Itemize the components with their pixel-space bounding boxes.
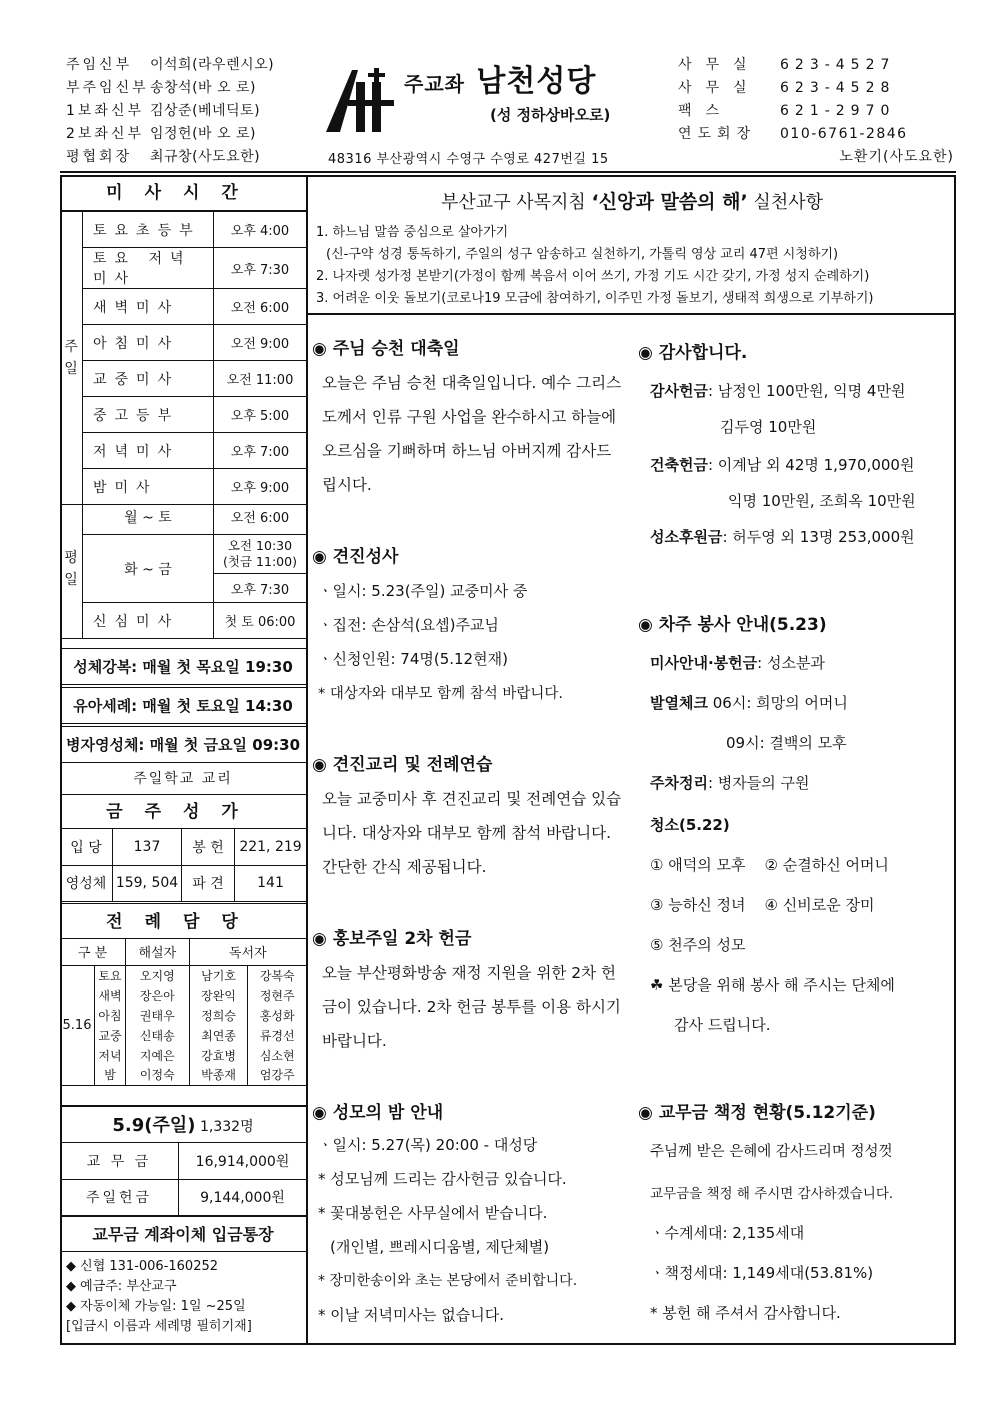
mass-name: 중고등부: [83, 397, 214, 433]
reader: 최연종: [189, 1025, 248, 1045]
mass-time: 오후 9:00: [214, 469, 307, 505]
mass-time: 오후 7:30: [214, 574, 307, 603]
hymn-label: 영성체: [60, 865, 113, 901]
liturgy-mass: 토요: [95, 965, 126, 985]
tithe-line: ㆍ수계세대: 2,135세대: [650, 1224, 805, 1242]
confirmation-line: ㆍ일시: 5.23(주일) 교중미사 중: [318, 582, 528, 600]
tithe-line: * 봉헌 해 주셔서 감사합니다.: [650, 1304, 841, 1322]
sunday-label: 주일: [60, 212, 83, 505]
service-line: ⑤ 천주의 성모: [650, 936, 746, 954]
column-header: 독서자: [189, 939, 306, 965]
left-column: [60, 175, 308, 1345]
weekday-label: 평일: [60, 499, 83, 639]
column-header: 해설자: [126, 939, 190, 965]
marian-line: * 장미한송이와 초는 본당에서 준비합니다.: [318, 1273, 578, 1289]
offering-value: 9,144,000원: [179, 1179, 307, 1215]
thanks-line: 성소후원금: 허두영 외 13명 253,000원: [650, 528, 915, 546]
commentator: 권태우: [126, 1005, 190, 1025]
reader: 박종재: [189, 1065, 248, 1085]
reader: 장완익: [189, 985, 248, 1005]
contact-row: 연도회장 010-6761-2846: [678, 126, 908, 142]
commentator: 신태송: [126, 1025, 190, 1045]
service-line: ③ 능하신 정녀 ④ 신비로운 장미: [650, 896, 875, 914]
service-line: 청소(5.22): [650, 816, 730, 834]
commentator: 장은아: [126, 985, 190, 1005]
liturgy-mass: 교중: [95, 1025, 126, 1045]
policy-title: 부산교구 사목지침 ‘신앙과 말씀의 해’ 실천사항: [441, 191, 823, 213]
reader: 강효병: [189, 1045, 248, 1065]
media-sunday-body: 오늘 부산평화방송 재정 지원을 위한 2차 헌금이 있습니다. 2차 헌금 봉투를 이용 하시기 바랍니다.: [322, 964, 621, 1050]
sunday-mass-table: [60, 211, 306, 505]
church-subtitle: (성 정하상바오로): [490, 106, 611, 124]
policy-line: (신-구약 성경 통독하기, 주일의 성구 암송하고 실천하기, 가톨릭 영상 교리 47편 시청하기): [326, 247, 839, 262]
account-line: ◆ 신협 131-006-160252: [66, 1259, 219, 1274]
staff-row: 주임신부 이석희(라우렌시오): [66, 57, 275, 73]
marian-line: * 이날 저녁미사는 없습니다.: [318, 1306, 504, 1324]
liturgy-mass: 새벽: [95, 985, 126, 1005]
mass-name: 교중미사: [83, 361, 214, 397]
sunday-school-line: 주일학교 교리: [60, 763, 306, 795]
staff-row: 평협회장 최규창(사도요한): [66, 149, 261, 165]
rehearsal-title: ◉ 견진교리 및 전례연습: [312, 755, 493, 775]
mass-time: 오전 9:00: [214, 325, 307, 361]
policy-line: 2. 나자렛 성가정 본받기(가정이 함께 복음서 이어 쓰기, 가정 기도 시간 갖기, 가정 성지 순례하기): [316, 269, 870, 284]
reader: 심소현: [248, 1045, 306, 1065]
reader: 정현주: [248, 985, 306, 1005]
confirmation-line: ㆍ신청인원: 74명(5.12현재): [318, 650, 508, 668]
account-line: [입금시 이름과 세례명 필히기재]: [66, 1319, 252, 1334]
mass-time: 오전 11:00: [214, 361, 307, 397]
service-line: 09시: 결백의 모후: [726, 734, 847, 752]
church-name: 주교좌 남천성당: [404, 64, 597, 99]
weekday-mass-table: [60, 499, 306, 639]
confirmation-line: ㆍ집전: 손삼석(요셉)주교님: [318, 616, 499, 634]
mass-time: 오후 4:00: [214, 212, 307, 248]
policy-line: 3. 어려운 이웃 돌보기(코로나19 모금에 참여하기, 이주민 가정 돌보기, 생태적 희생으로 기부하기): [316, 291, 874, 306]
hymns-table: [60, 829, 306, 902]
contact-row: 사무실 623-4528: [678, 80, 896, 96]
bulletin-header: [60, 52, 956, 170]
reader: 정희승: [189, 1005, 248, 1025]
hymn-label: 입 당: [60, 829, 113, 865]
ascension-body: 오늘은 주님 승천 대축일입니다. 예수 그리스도께서 인류 구원 사업을 완수하시고 하늘에 오르심을 기뻐하며 하느님 아버지께 감사드립시다.: [322, 374, 622, 494]
hymn-number: 159, 504: [113, 865, 182, 901]
account-line: ◆ 예금주: 부산교구: [66, 1279, 177, 1294]
service-line: 발열체크 06시: 희망의 어머니: [650, 694, 848, 712]
liturgy-table: [60, 939, 306, 1086]
marian-night-title: ◉ 성모의 밤 안내: [312, 1103, 444, 1123]
marian-line: * 꽃대봉헌은 사무실에서 받습니다.: [318, 1204, 548, 1222]
contact-person: 노환기(사도요한): [839, 149, 954, 165]
reader: 류경선: [248, 1025, 306, 1045]
mass-time: 오후 7:00: [214, 433, 307, 469]
offering-value: 16,914,000원: [179, 1143, 307, 1179]
header-rule: [60, 171, 956, 173]
thanks-line: 김두영 10만원: [720, 418, 817, 436]
reader: 남기호: [189, 965, 248, 985]
confirmation-title: ◉ 견진성사: [312, 547, 399, 567]
policy-line: 1. 하느님 말씀 중심으로 살아가기: [316, 225, 509, 240]
thanks-line: 감사헌금: 남정인 100만원, 익명 4만원: [650, 382, 906, 400]
marian-line: ㆍ일시: 5.27(목) 20:00 - 대성당: [318, 1136, 538, 1154]
pastoral-policy: [308, 175, 956, 315]
liturgy-mass: 아침: [95, 1005, 126, 1025]
thanks-line: 건축헌금: 이계남 외 42명 1,970,000원: [650, 456, 915, 474]
commentator: 이정숙: [126, 1065, 190, 1085]
service-line: 감사 드립니다.: [674, 1016, 771, 1034]
service-line: ☘ 본당을 위해 봉사 해 주시는 단체에: [650, 976, 895, 994]
church-address: 48316 부산광역시 수영구 수영로 427번길 15: [328, 152, 609, 167]
account-line: ◆ 자동이체 가능일: 1일 ~25일: [66, 1299, 246, 1314]
offering-header: 5.9(주일) 1,332명: [60, 1105, 306, 1143]
mass-name: 저녁미사: [83, 433, 214, 469]
reader: 강복숙: [248, 965, 306, 985]
hymn-label: 봉 헌: [182, 829, 235, 865]
mass-name: 새벽미사: [83, 289, 214, 325]
reader: 엄강주: [248, 1065, 306, 1085]
commentator: 지예은: [126, 1045, 190, 1065]
mass-times-title: 미사시간: [60, 175, 306, 211]
sick-communion-line: 병자영성체: 매월 첫 금요일 09:30: [60, 726, 306, 763]
service-line: ① 애덕의 모후 ② 순결하신 어머니: [650, 856, 889, 874]
offering-table: [60, 1143, 306, 1216]
mass-time: 오전 10:30 (첫금 11:00): [214, 535, 307, 574]
tithe-title: ◉ 교무금 책정 현황(5.12기준): [638, 1103, 876, 1123]
tithe-line: 교무금을 책정 해 주시면 감사하겠습니다.: [650, 1186, 894, 1202]
service-line: 미사안내·봉헌금: 성소분과: [650, 654, 825, 672]
liturgy-mass: 밤: [95, 1065, 126, 1085]
mass-time: 오후 7:30: [214, 248, 307, 289]
account-info: [66, 1257, 252, 1337]
ascension-title: ◉ 주님 승천 대축일: [312, 339, 460, 359]
offering-label: 교 무 금: [60, 1143, 179, 1179]
church-logo-icon: [322, 60, 402, 140]
thanks-line: 익명 10만원, 조희옥 10만원: [728, 492, 916, 510]
hymn-number: 221, 219: [235, 829, 307, 865]
mass-time: 오전 6:00: [214, 499, 307, 535]
benediction-line: 성체강복: 매월 첫 목요일 19:30: [60, 648, 306, 685]
staff-row: 2보좌신부 임정헌(바 오 로): [66, 126, 256, 142]
mass-name: 월 ~ 토: [83, 499, 214, 535]
service-line: 주차정리: 병자들의 구원: [650, 774, 810, 792]
staff-row: 1보좌신부 김상준(베네딕토): [66, 103, 261, 119]
tithe-line: 주님께 받은 은혜에 감사드리며 정성껏: [650, 1144, 893, 1160]
liturgy-title: 전례담당: [60, 903, 306, 939]
hymn-label: 파 견: [182, 865, 235, 901]
confirmation-line: * 대상자와 대부모 함께 참석 바랍니다.: [318, 686, 564, 702]
tithe-line: ㆍ책정세대: 1,149세대(53.81%): [650, 1264, 874, 1282]
hymns-title: 금주성가: [60, 795, 306, 829]
mass-name: 아침미사: [83, 325, 214, 361]
mass-time: 첫 토 06:00: [214, 603, 307, 639]
mass-name: 밤미사: [83, 469, 214, 505]
contact-row: 사무실 623-4527: [678, 57, 896, 73]
reader: 홍성화: [248, 1005, 306, 1025]
mass-name: 토요초등부: [83, 212, 214, 248]
marian-line: (개인별, 쁘레시디움별, 제단체별): [330, 1238, 550, 1256]
column-header: 구 분: [60, 939, 126, 965]
contact-row: 팩스 621-2970: [678, 103, 896, 119]
service-title: ◉ 차주 봉사 안내(5.23): [638, 615, 827, 635]
liturgy-date: 5.16: [60, 965, 95, 1085]
mass-name: 화 ~ 금: [83, 535, 214, 603]
media-sunday-title: ◉ 홍보주일 2차 헌금: [312, 929, 472, 949]
rehearsal-body: 오늘 교중미사 후 견진교리 및 전례연습 있습니다. 대상자와 대부모 함께 참석 바랍니다. 간단한 간식 제공됩니다.: [322, 790, 622, 876]
hymn-number: 141: [235, 865, 307, 901]
mass-name: 신심미사: [83, 603, 214, 639]
commentator: 오지영: [126, 965, 190, 985]
offering-label: 주일헌금: [60, 1179, 179, 1215]
account-title: 교무금 계좌이체 입금통장: [60, 1216, 306, 1252]
mass-time: 오전 6:00: [214, 289, 307, 325]
mass-time: 오후 5:00: [214, 397, 307, 433]
staff-row: 부주임신부송창석(바 오 로): [66, 80, 256, 96]
mass-name: 토요 저녁미사: [83, 248, 214, 289]
infant-baptism-line: 유아세례: 매월 첫 토요일 14:30: [60, 687, 306, 724]
liturgy-mass: 저녁: [95, 1045, 126, 1065]
hymn-number: 137: [113, 829, 182, 865]
marian-line: * 성모님께 드리는 감사헌금 있습니다.: [318, 1170, 567, 1188]
thanks-title: ◉ 감사합니다.: [638, 343, 748, 363]
